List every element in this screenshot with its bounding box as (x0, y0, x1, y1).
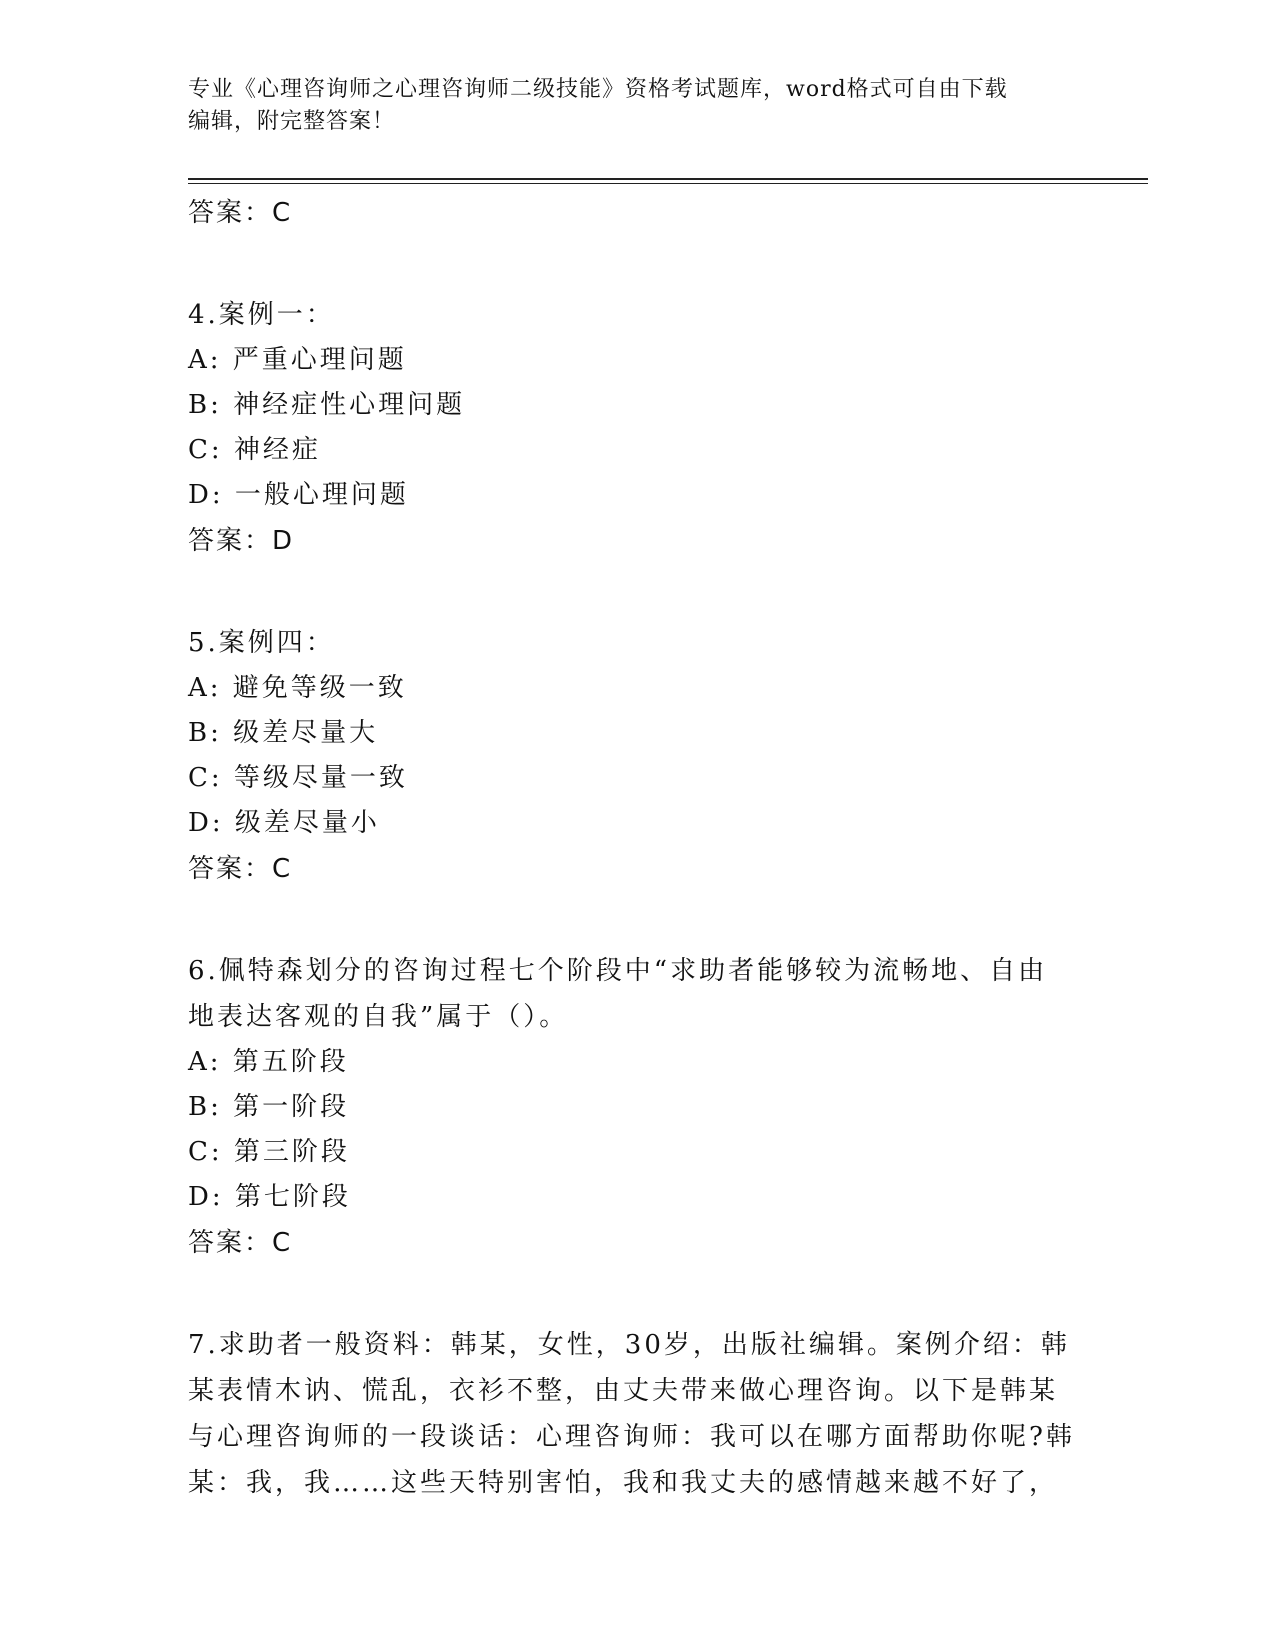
option-a: A: 避免等级一致 (188, 673, 407, 703)
option-c: C: 等级尽量一致 (188, 763, 408, 793)
question-stem: 5.案例四： (188, 628, 335, 658)
option-c: C: 神经症 (188, 435, 321, 465)
option-a: A: 第五阶段 (188, 1047, 349, 1077)
question-list (188, 190, 1088, 1506)
question-7 (188, 1322, 1088, 1506)
option-d: D: 一般心理问题 (188, 480, 409, 510)
header-rule-thin (188, 183, 1148, 184)
header-rule-thick (188, 178, 1148, 180)
question-6 (188, 948, 1088, 1266)
question-stem-line-2: 某表情木讷、慌乱，衣衫不整，由丈夫带来做心理咨询。以下是韩某 (188, 1376, 1059, 1406)
previous-answer: 答案：C (188, 198, 293, 228)
option-b: B: 级差尽量大 (188, 718, 379, 748)
question-4 (188, 292, 1088, 564)
question-stem-line-1: 6.佩特森划分的咨询过程七个阶段中“求助者能够较为流畅地、自由 (188, 956, 1048, 986)
question-answer: 答案：C (188, 854, 293, 884)
option-d: D: 第七阶段 (188, 1182, 351, 1212)
question-stem-line-4: 某：我，我……这些天特别害怕，我和我丈夫的感情越来越不好了， (188, 1468, 1059, 1498)
option-c: C: 第三阶段 (188, 1137, 350, 1167)
option-a: A: 严重心理问题 (188, 345, 407, 375)
question-stem-line-3: 与心理咨询师的一段谈话：心理咨询师：我可以在哪方面帮助你呢?韩 (188, 1422, 1075, 1452)
document-header (188, 74, 1088, 138)
question-5 (188, 620, 1088, 892)
header-line-1: 专业《心理咨询师之心理咨询师二级技能》资格考试题库，word格式可自由下载 (188, 77, 1008, 102)
header-line-2: 编辑，附完整答案！ (188, 109, 396, 134)
question-stem: 4.案例一： (188, 300, 335, 330)
question-answer: 答案：D (188, 526, 295, 556)
question-stem-line-2: 地表达客观的自我”属于（）。 (188, 1002, 569, 1032)
option-b: B: 神经症性心理问题 (188, 390, 466, 420)
option-b: B: 第一阶段 (188, 1092, 350, 1122)
option-d: D: 级差尽量小 (188, 808, 380, 838)
question-answer: 答案：C (188, 1228, 293, 1258)
question-stem-line-1: 7.求助者一般资料：韩某，女性，30岁，出版社编辑。案例介绍：韩 (188, 1330, 1070, 1360)
